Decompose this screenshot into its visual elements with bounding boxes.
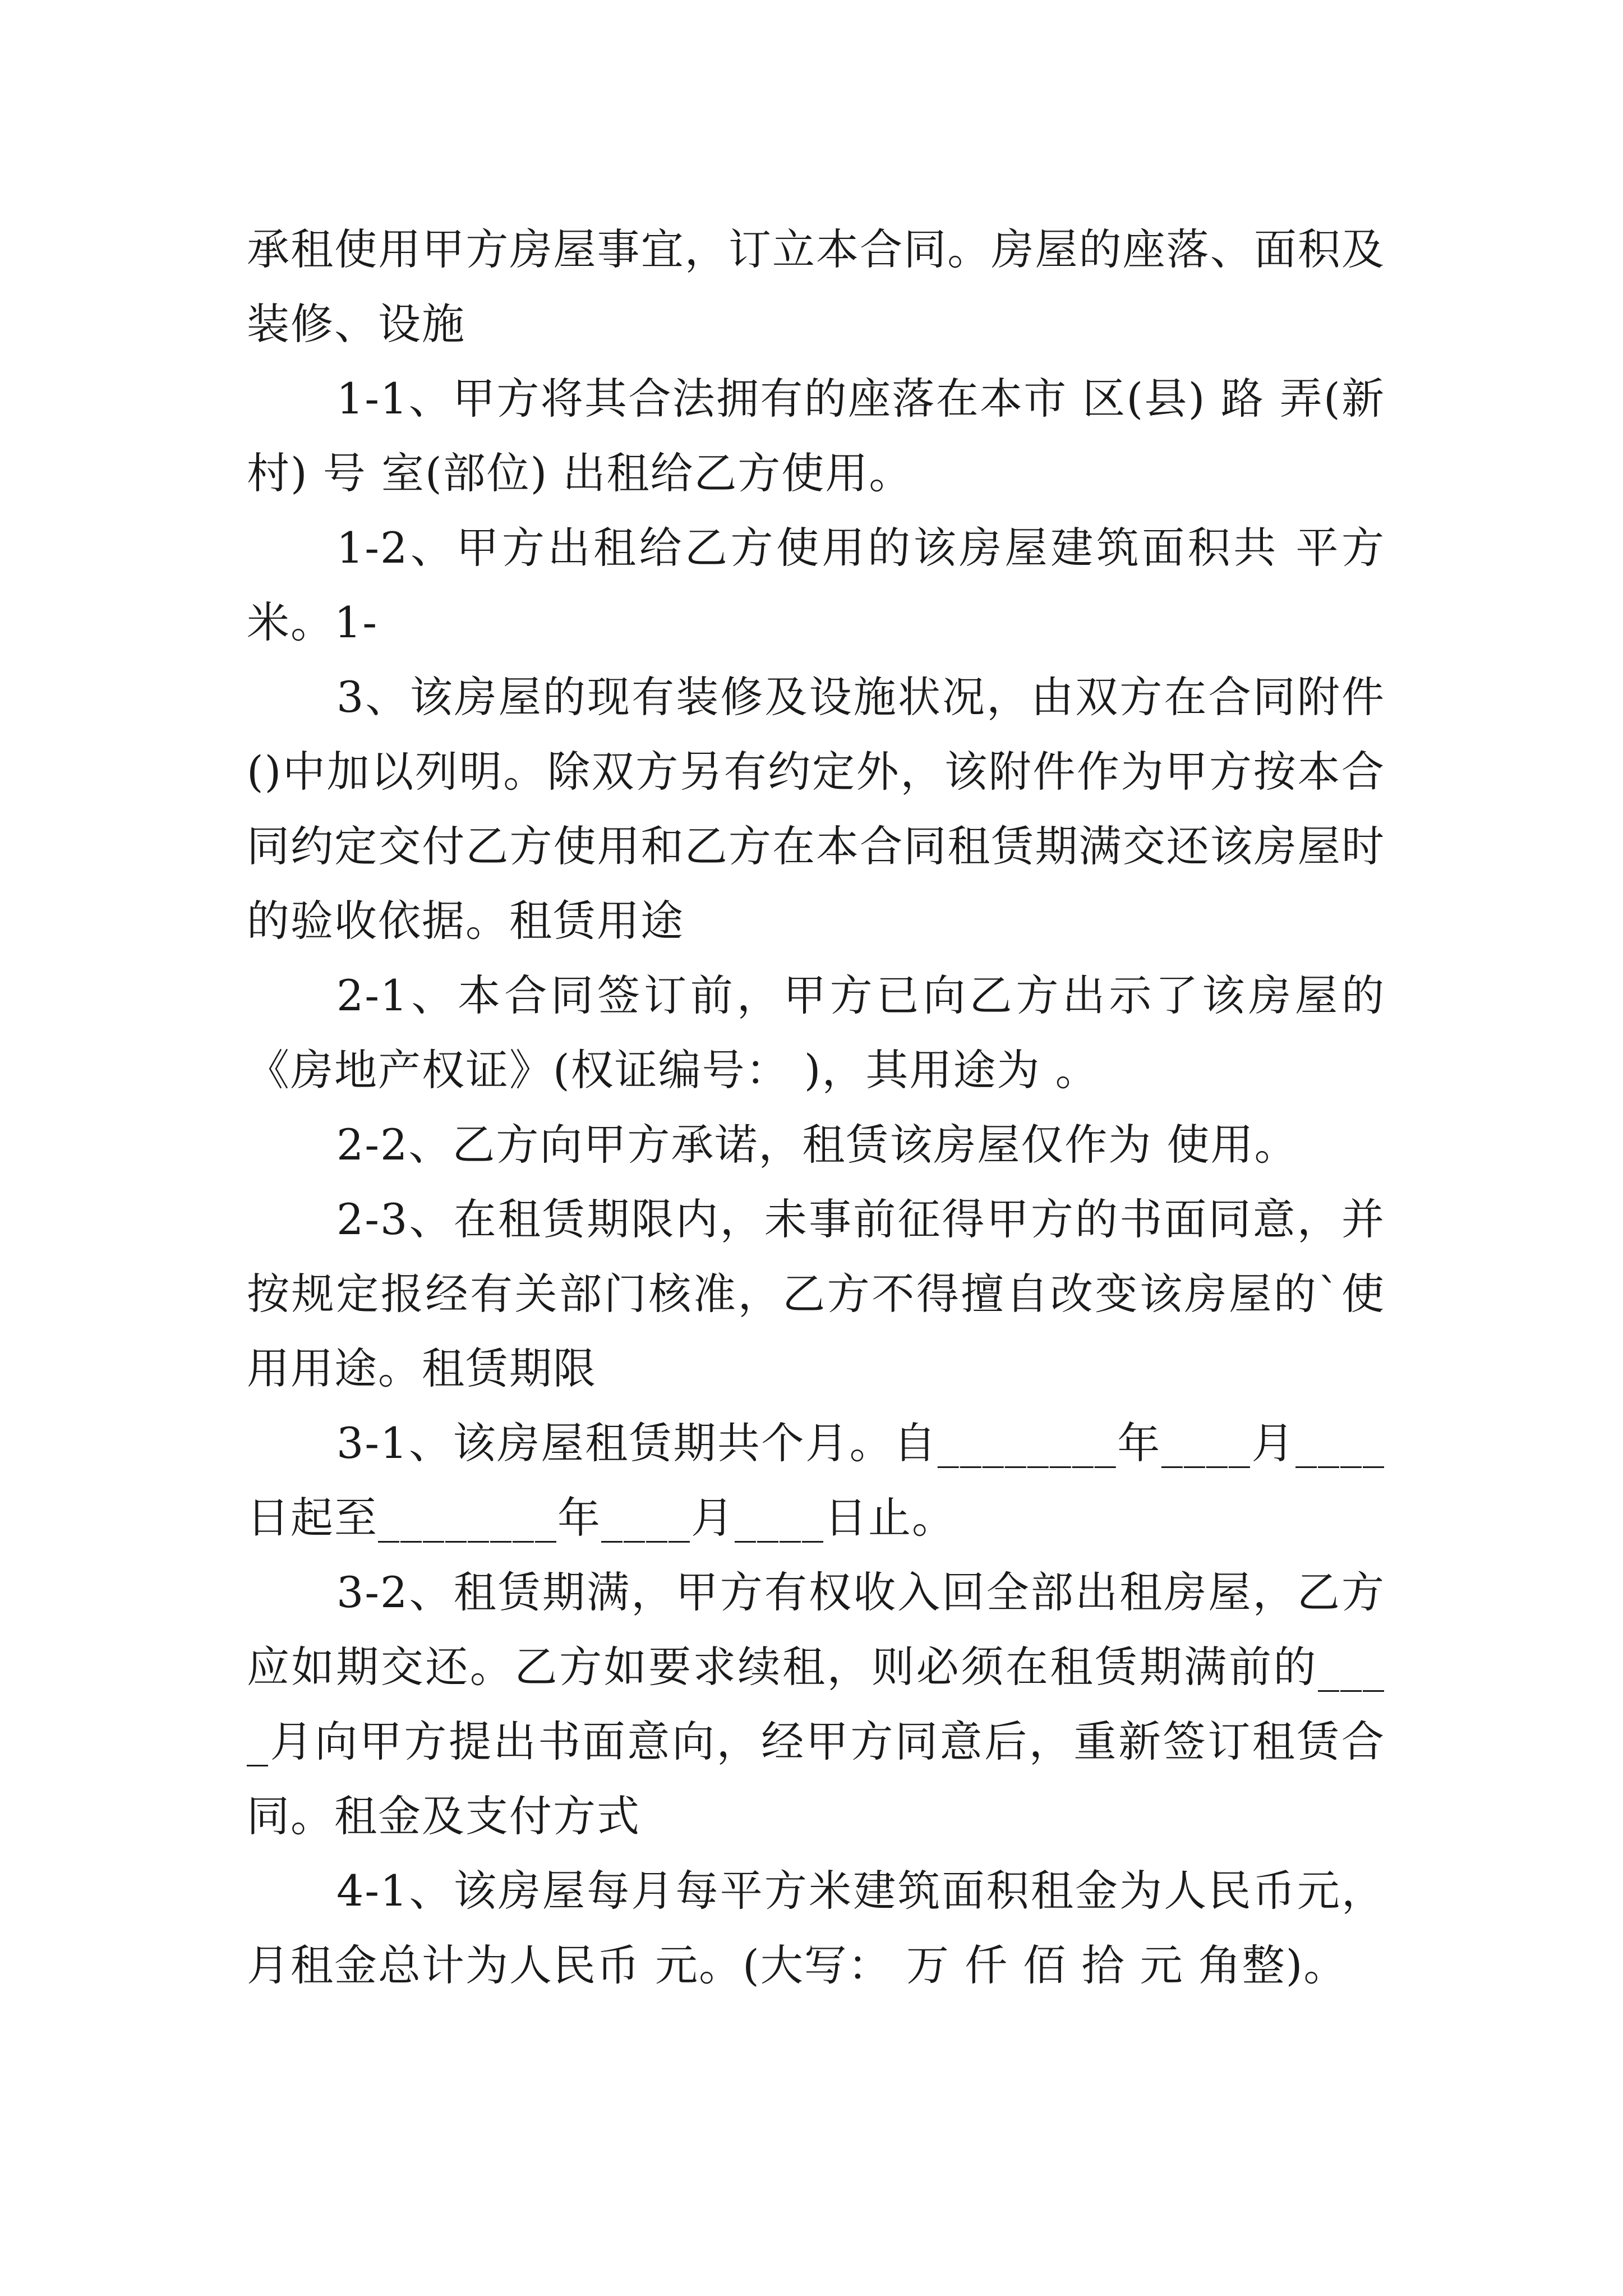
paragraph-2-3: 2-3、在租赁期限内，未事前征得甲方的书面同意，并按规定报经有关部门核准，乙方不得擅自改变该房屋的`使用用途。租赁期限	[247, 1194, 1385, 1393]
paragraph-3-2: 3-2、租赁期满，甲方有权收入回全部出租房屋，乙方应如期交还。乙方如要求续租，则必须在租赁期满前的____月向甲方提出书面意向，经甲方同意后，重新签订租赁合同。租金及支付方式	[247, 1567, 1385, 1841]
paragraph-4-1: 4-1、该房屋每月每平方米建筑面积租金为人民币元，月租金总计为人民币 元。(大写： 万 仟 佰 拾 元 角整)。	[247, 1866, 1385, 1990]
contract-body	[247, 212, 1385, 2003]
paragraph-3-1: 3-1、该房屋租赁期共个月。自________年____月____日起至________年____月____日止。	[247, 1418, 1385, 1543]
paragraph-1-1: 1-1、甲方将其合法拥有的座落在本市 区(县) 路 弄(新村) 号 室(部位) 出租给乙方使用。	[247, 374, 1385, 498]
paragraph-intro: 承租使用甲方房屋事宜，订立本合同。房屋的座落、面积及装修、设施	[247, 224, 1385, 349]
paragraph-1-2: 1-2、甲方出租给乙方使用的该房屋建筑面积共 平方米。1-	[247, 523, 1385, 647]
paragraph-1-3: 3、该房屋的现有装修及设施状况，由双方在合同附件()中加以列明。除双方另有约定外，该附件作为甲方按本合同约定交付乙方使用和乙方在本合同租赁期满交还该房屋时的验收依据。租赁用途	[247, 672, 1385, 946]
paragraph-2-2: 2-2、乙方向甲方承诺，租赁该房屋仅作为 使用。	[336, 1120, 1298, 1170]
paragraph-2-1: 2-1、本合同签订前，甲方已向乙方出示了该房屋的《房地产权证》(权证编号： )，其用途为 。	[247, 970, 1385, 1095]
